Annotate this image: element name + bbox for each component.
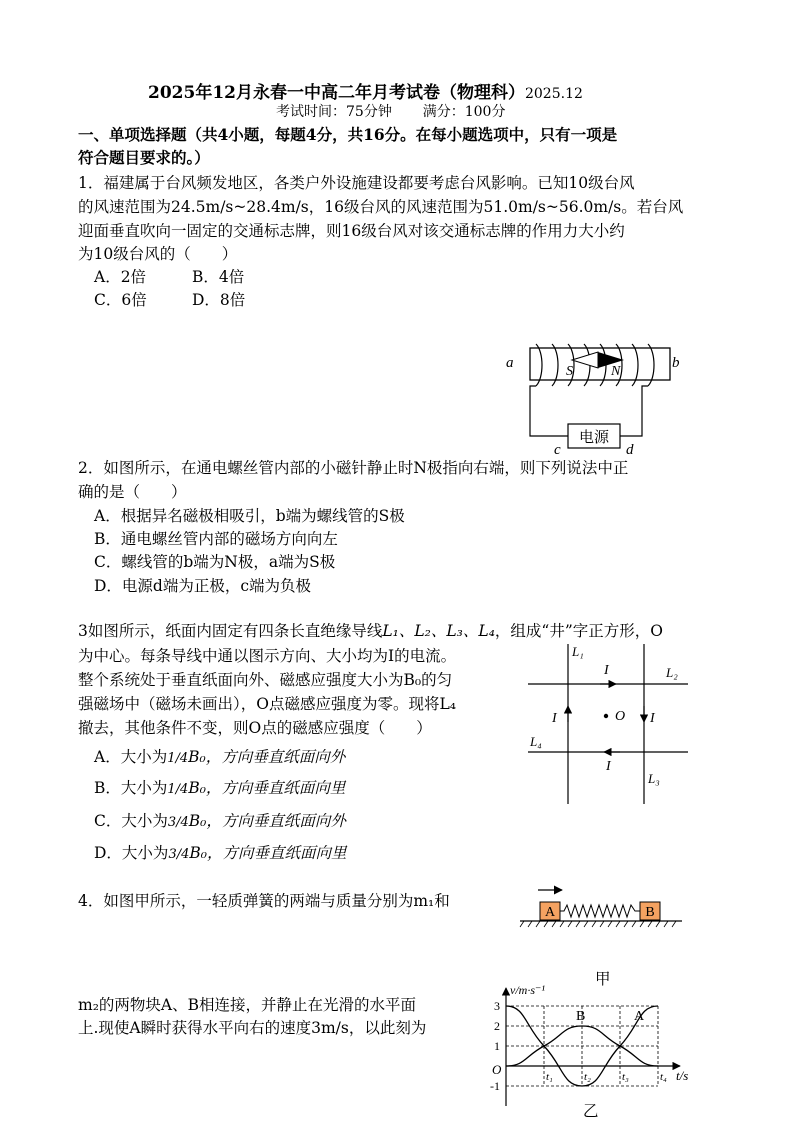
- q4-line1: 4．如图甲所示，一轻质弹簧的两端与质量分别为m₁和: [78, 892, 450, 910]
- ground-hatch: [520, 921, 676, 927]
- exam-title: [148, 78, 583, 103]
- x-tick-label: t₂: [584, 1071, 591, 1083]
- needle-s-label: S: [566, 364, 573, 379]
- q3-line1-post: ，组成“井”字正方形，O: [494, 622, 663, 640]
- power-label: 电源: [578, 430, 610, 446]
- x-tick-labels: [546, 1071, 667, 1083]
- y-tick-label: -1: [490, 1079, 500, 1093]
- q2-option-b: B．通电螺丝管内部的磁场方向向左: [94, 530, 338, 548]
- q4-line2: m₂的两物块A、B相连接，并静止在光滑的水平面: [78, 996, 416, 1014]
- current-label-right: I: [650, 711, 655, 726]
- title-date: 2025.12: [524, 86, 583, 102]
- y-tick-labels: [490, 999, 500, 1093]
- wires-figure: [520, 640, 700, 808]
- label-l2: L₂: [666, 665, 678, 680]
- end-d-label: d: [626, 442, 634, 458]
- q3-opt-b-pre: B．大小为: [94, 779, 168, 797]
- q3-opt-d-post: B₀，方向垂直纸面向里: [189, 844, 347, 862]
- q2-option-a: A．根据异名磁极相吸引，b端为螺线管的S极: [94, 507, 405, 525]
- current-label-left: I: [552, 711, 557, 726]
- x-tick-label: t₃: [622, 1071, 629, 1083]
- wire-left: [530, 386, 568, 436]
- q1-line4: 为10级台风的（ ）: [78, 245, 238, 263]
- series-b-label: B: [576, 1009, 586, 1024]
- q1-line2: 的风速范围为24.5m/s~28.4m/s，16级台风的风速范围为51.0m/s~56.0m/s。若台风: [78, 198, 684, 216]
- exam-info: [276, 101, 505, 123]
- q3-opt-a-pre: A．大小为: [94, 748, 168, 766]
- x-tick-label: t₄: [660, 1071, 667, 1083]
- q2-option-c: C．螺线管的b端为N极，a端为S极: [94, 553, 336, 571]
- current-label-top: I: [604, 663, 609, 678]
- q3-line1: [78, 620, 663, 642]
- q2-option-d: D．电源d端为正极，c端为负极: [94, 577, 312, 595]
- y-tick-label: 1: [494, 1039, 500, 1053]
- q3-option-d: [94, 842, 346, 866]
- y-tick-label: 2: [494, 1019, 500, 1033]
- exam-time: 考试时间：75分钟: [276, 104, 392, 120]
- label-l1: L₁: [572, 644, 584, 659]
- q3-line1-wires: L₁、L₂、L₃、L₄: [382, 622, 495, 640]
- q1-option-b: B．4倍: [192, 268, 245, 286]
- y-tick-label: 3: [494, 999, 500, 1013]
- spring: [560, 905, 640, 917]
- q4-line3: 上.现使A瞬时获得水平向右的速度3m/s，以此刻为: [78, 1019, 427, 1037]
- q3-opt-c-post: B₀，方向垂直纸面向外: [188, 812, 346, 830]
- q3-option-b: [94, 777, 345, 801]
- q3-opt-c-pre: C．大小为: [94, 812, 168, 830]
- q3-line4: 强磁场中（磁场未画出），O点磁感应强度为零。现将L₄: [78, 695, 456, 713]
- q3-opt-b-frac: 1/4: [167, 782, 189, 797]
- end-a-label: a: [506, 355, 514, 371]
- block-b-label: B: [645, 905, 655, 920]
- q1-line1: 1．福建属于台风频发地区，各类户外设施建设都要考虑台风影响。已知10级台风: [78, 174, 635, 192]
- q3-line5: 撤去，其他条件不变，则O点的磁感应强度（ ）: [78, 719, 432, 737]
- q3-option-a: [94, 746, 345, 770]
- q1-option-d: D．8倍: [192, 291, 246, 309]
- vt-graph: [486, 982, 702, 1110]
- spring-figure: [516, 884, 686, 930]
- q3-opt-d-pre: D．大小为: [94, 844, 169, 862]
- q3-line2: 为中心。每条导线中通以图示方向、大小均为I的电流。: [78, 647, 457, 665]
- center-dot: [604, 714, 608, 718]
- q3-opt-a-frac: 1/4: [167, 751, 189, 766]
- label-l4: L₄: [530, 734, 542, 749]
- solenoid-figure: [500, 330, 700, 460]
- q3-line3: 整个系统处于垂直纸面向外、磁感应强度大小为B₀的匀: [78, 671, 453, 689]
- fig-jia-caption: 甲: [595, 970, 611, 988]
- block-a-label: A: [544, 905, 556, 920]
- section-heading-line1: 一、单项选择题（共4小题，每题4分，共16分。在每小题选项中，只有一项是: [78, 125, 618, 144]
- end-c-label: c: [554, 442, 561, 458]
- current-label-bottom: I: [606, 759, 611, 774]
- q3-line1-pre: 3如图所示，纸面内固定有四条长直绝缘导线: [78, 622, 383, 640]
- q1-line3: 迎面垂直吹向一固定的交通标志牌，则16级台风对该交通标志牌的作用力大小约: [78, 222, 625, 240]
- y-axis-label: v/m·s⁻¹: [510, 983, 545, 997]
- center-label: O: [615, 709, 626, 724]
- q2-line2: 确的是（ ）: [78, 483, 187, 501]
- wire-right: [620, 386, 648, 436]
- q3-opt-a-post: B₀，方向垂直纸面向外: [188, 748, 346, 766]
- origin-label: O: [492, 1062, 502, 1077]
- q3-opt-c-frac: 3/4: [167, 815, 189, 830]
- q1-option-c: C．6倍: [94, 291, 147, 309]
- q3-opt-b-post: B₀，方向垂直纸面向里: [188, 779, 346, 797]
- q3-opt-d-frac: 3/4: [168, 847, 190, 862]
- x-axis-label: t/s: [676, 1068, 689, 1083]
- needle-n-label: N: [611, 364, 621, 379]
- q1-option-a: A．2倍: [94, 268, 147, 286]
- end-b-label: b: [672, 355, 680, 371]
- full-score: 满分：100分: [422, 104, 506, 120]
- q3-option-c: [94, 810, 346, 834]
- q2-line1: 2．如图所示，在通电螺丝管内部的小磁针静止时N极指向右端，则下列说法中正: [78, 459, 629, 477]
- fig-yi-caption: 乙: [583, 1102, 599, 1120]
- label-l3: L₃: [648, 771, 660, 786]
- series-a-label: A: [634, 1009, 645, 1024]
- x-tick-label: t₁: [546, 1071, 553, 1083]
- title-text: 2025年12月永春一中高二年月考试卷（物理科）: [148, 83, 525, 103]
- section-heading-line2: 符合题目要求的。）: [78, 148, 210, 167]
